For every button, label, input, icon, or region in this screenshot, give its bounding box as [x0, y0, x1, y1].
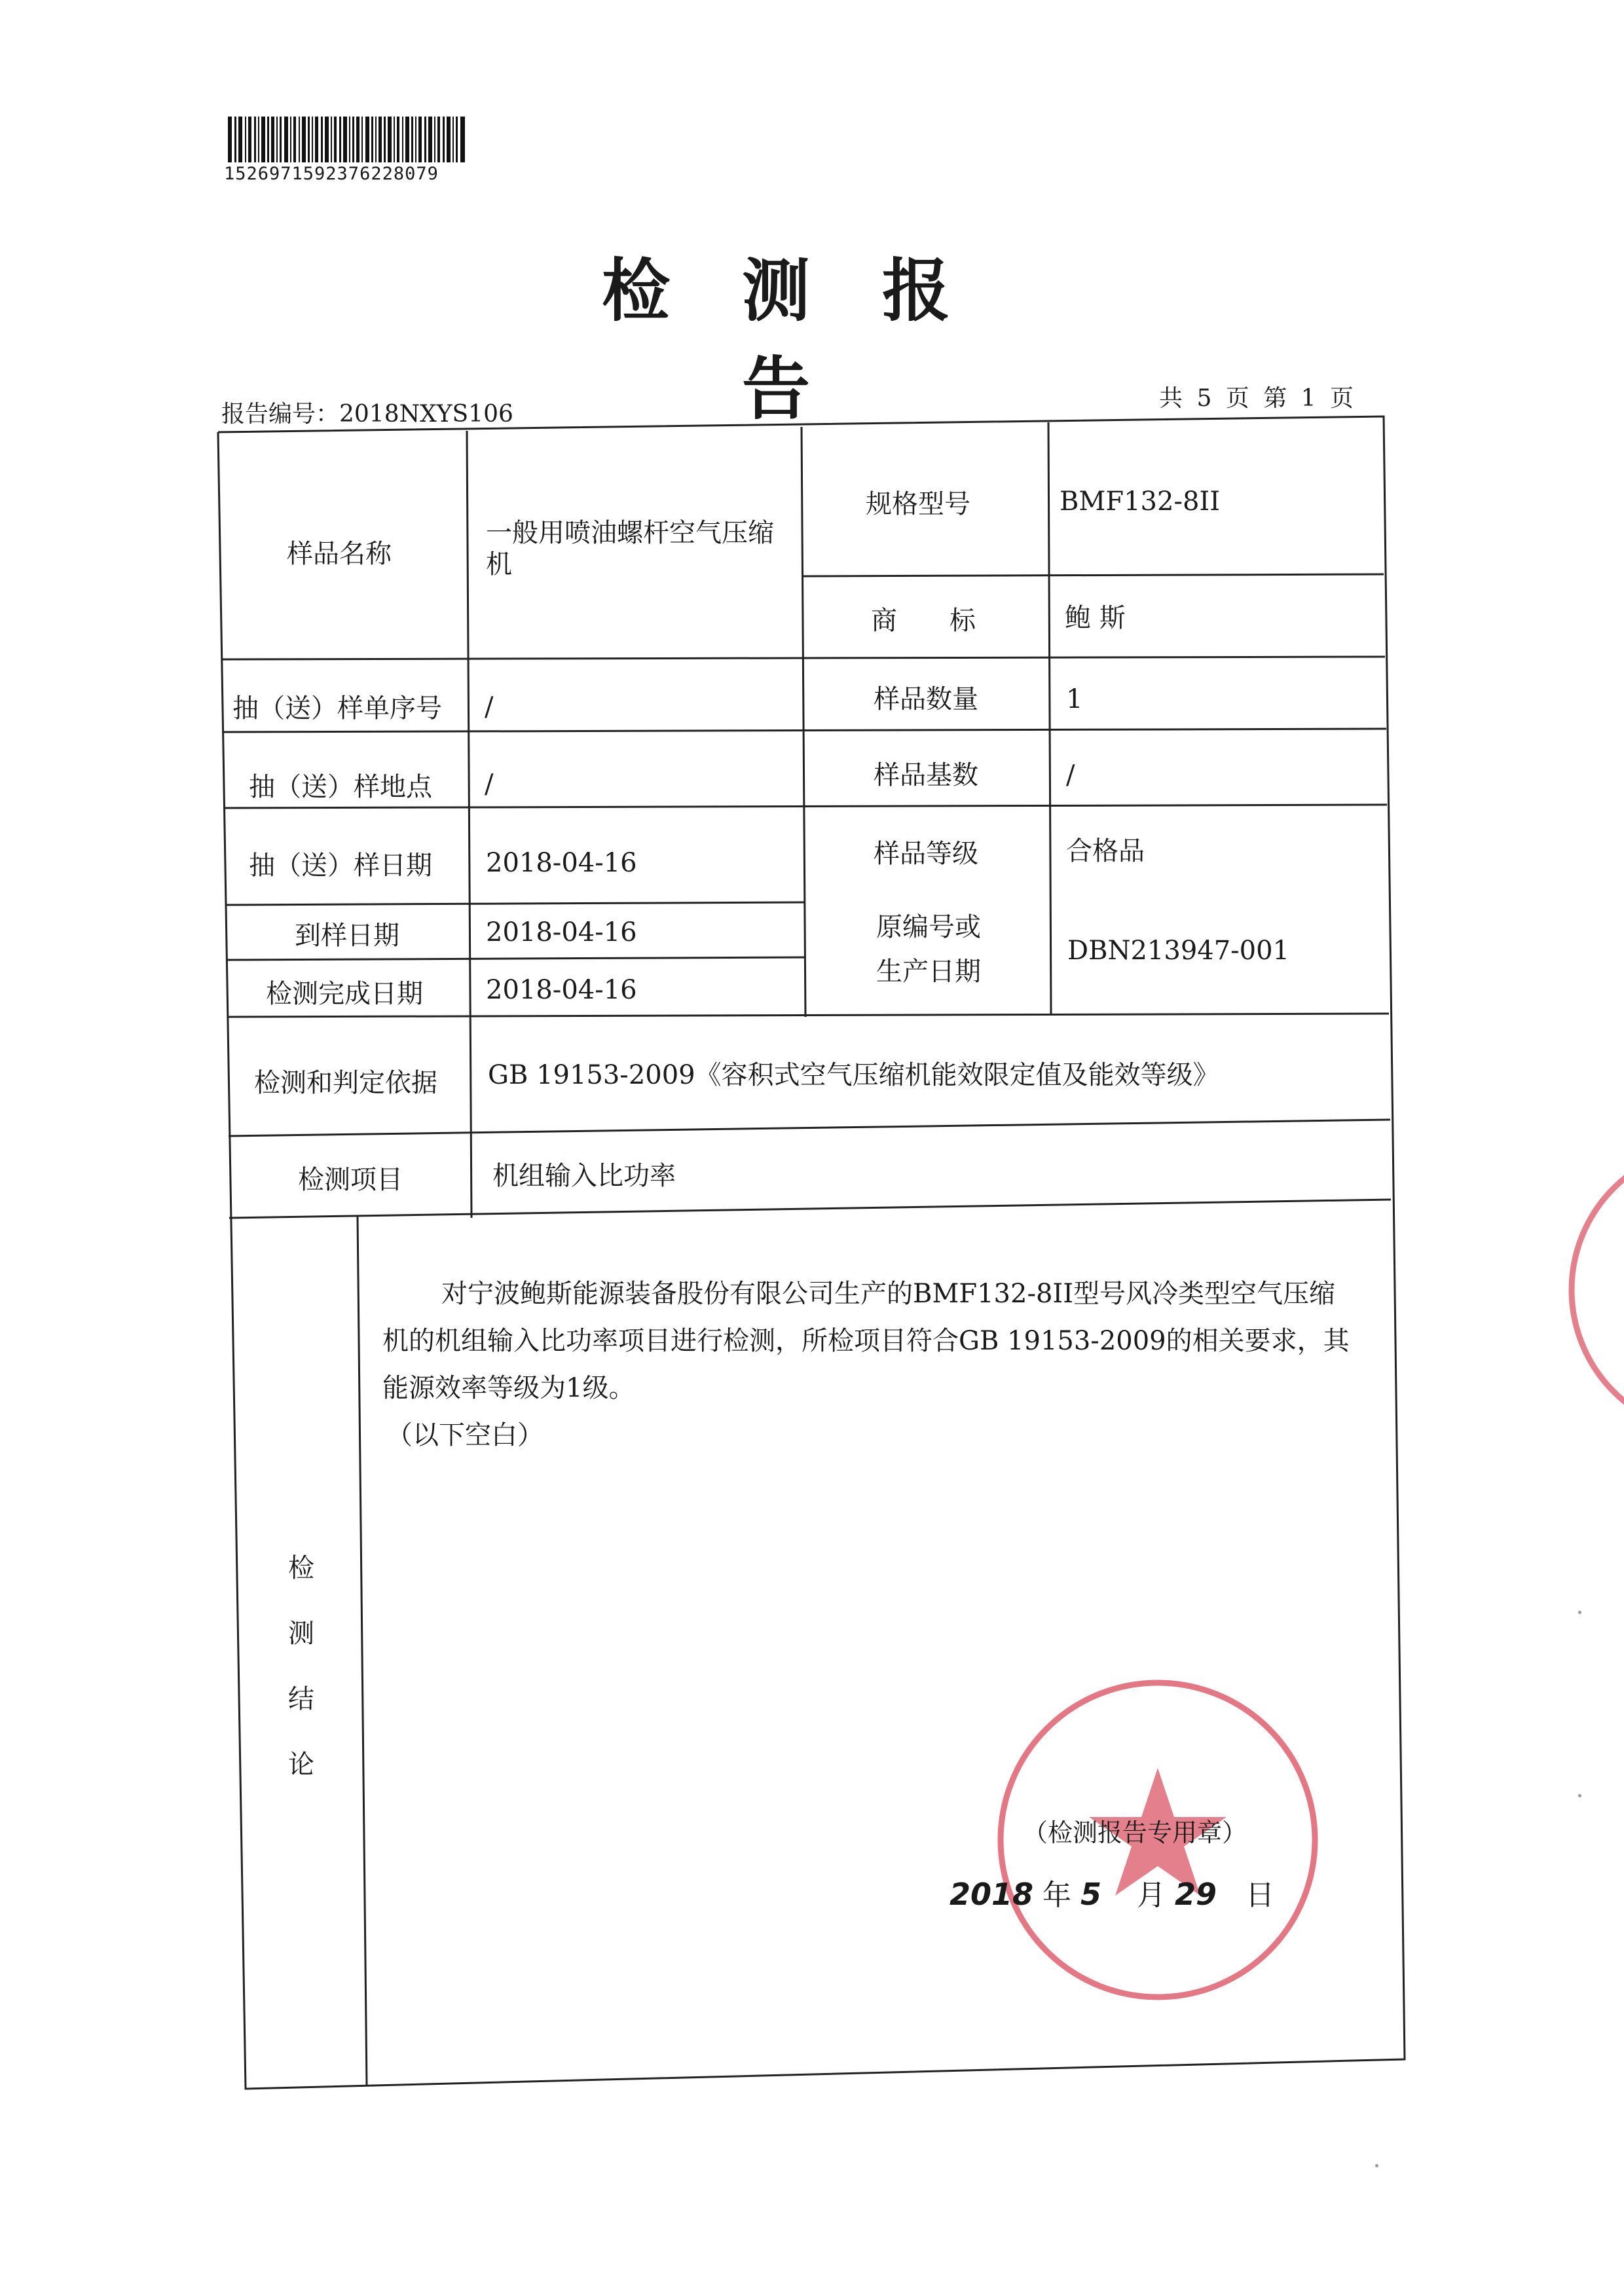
brand-value: 鲍 斯 [1065, 603, 1126, 633]
page-info: 共 5 页 第 1 页 [1159, 385, 1354, 412]
sample-name-value: 一般用喷油螺杆空气压缩机 [486, 518, 774, 579]
conclusion-label-char: 检 [288, 1553, 314, 1583]
basis-value: GB 19153-2009《容积式空气压缩机能效限定值及能效等级》 [488, 1060, 1219, 1090]
conclusion-label-char: 结 [288, 1684, 314, 1714]
page-title: 检测报告 [601, 250, 1022, 429]
grade-value: 合格品 [1066, 836, 1145, 866]
sample-order-label: 抽（送）样单序号 [232, 693, 442, 724]
signing-date [950, 1871, 1274, 1913]
date-year: 2018 [950, 1877, 1034, 1912]
orig-no-value: DBN213947-001 [1067, 936, 1290, 966]
date-month-unit: 月 [1137, 1879, 1166, 1912]
grade-label: 样品等级 [874, 839, 978, 869]
blank-note: （以下空白） [386, 1420, 544, 1450]
scan-speck [1375, 2164, 1378, 2167]
conclusion-label-char: 测 [288, 1619, 314, 1649]
basis-label: 检测和判定依据 [254, 1068, 437, 1098]
conclusion-text: 对宁波鲍斯能源装备股份有限公司生产的BMF132-8II型号风冷类型空气压缩机的机组输入比功率项目进行检测，所检项目符合GB 19153-2009的相关要求，其能源效率等级为1级。 [382, 1279, 1350, 1403]
sample-date-value: 2018-04-16 [486, 848, 637, 878]
spec-value: BMF132-8II [1060, 487, 1221, 517]
sample-place-value: / [485, 769, 494, 799]
item-value: 机组输入比功率 [492, 1161, 676, 1191]
date-day-unit: 日 [1246, 1879, 1275, 1912]
sample-place-label: 抽（送）样地点 [249, 772, 432, 802]
scan-speck [1578, 1611, 1581, 1614]
orig-no-label-1: 原编号或 [876, 912, 981, 942]
sample-qty-label: 样品数量 [874, 684, 978, 714]
brand-label: 商 标 [871, 606, 976, 636]
date-year-unit: 年 [1043, 1879, 1072, 1912]
conclusion-label-char: 论 [288, 1750, 314, 1780]
report-number: 报告编号：2018NXYS106 [221, 401, 513, 428]
orig-no-label-2: 生产日期 [876, 957, 981, 987]
arrival-date-value: 2018-04-16 [486, 917, 637, 947]
finish-date-value: 2018-04-16 [486, 975, 637, 1005]
barcode-number: 1526971592376228079 [224, 164, 439, 184]
arrival-date-label: 到样日期 [295, 921, 399, 951]
finish-date-label: 检测完成日期 [266, 979, 423, 1009]
sample-base-value: / [1066, 760, 1075, 790]
sample-base-label: 样品基数 [874, 760, 978, 790]
scan-speck [1578, 1794, 1581, 1797]
sample-order-value: / [485, 692, 494, 722]
item-label: 检测项目 [298, 1165, 403, 1195]
spec-label: 规格型号 [866, 489, 970, 519]
date-month: 5 [1080, 1877, 1102, 1912]
sample-date-label: 抽（送）样日期 [249, 851, 432, 881]
conclusion-label [288, 1535, 314, 1797]
sample-name-label: 样品名称 [287, 539, 392, 569]
seal-caption: （检测报告专用章） [1023, 1818, 1247, 1847]
partial-seal [1552, 1126, 1624, 1454]
sample-qty-value: 1 [1066, 684, 1083, 714]
date-day: 29 [1175, 1877, 1217, 1912]
